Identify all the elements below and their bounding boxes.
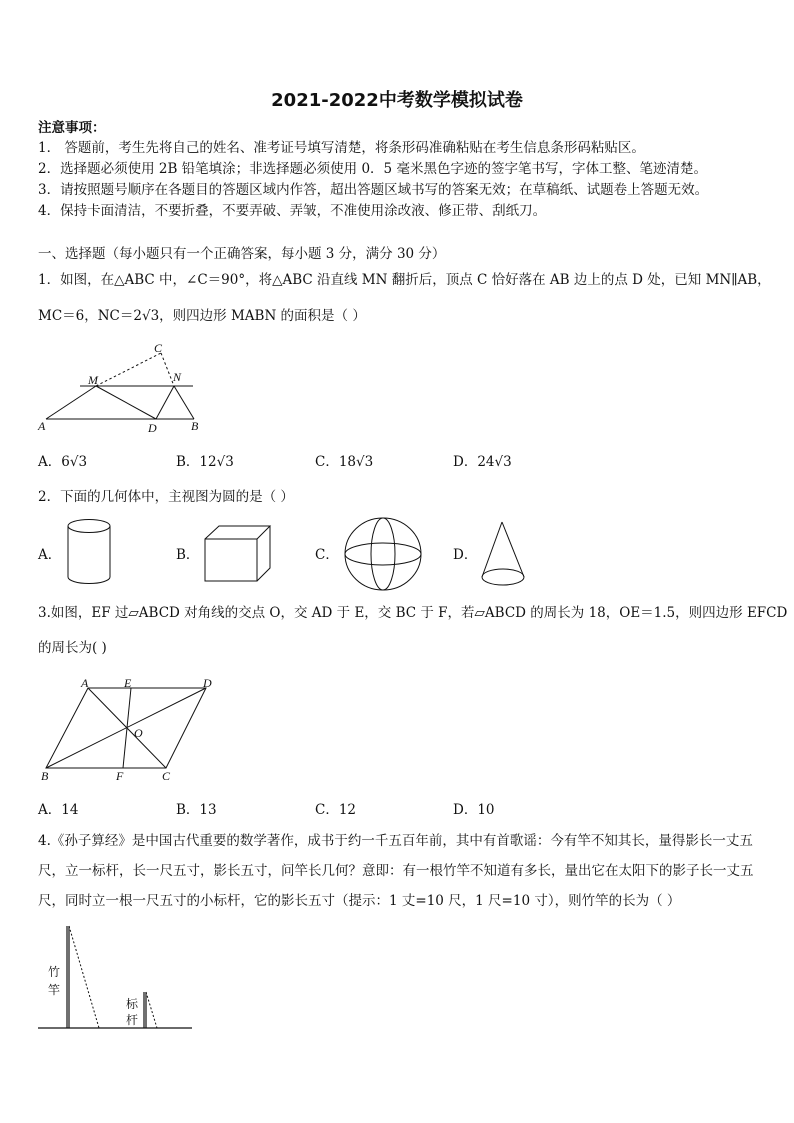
notice-heading: 注意事项：	[38, 120, 106, 136]
q1-label-m: M	[88, 373, 98, 387]
q3-label-b: B	[41, 769, 49, 783]
q2-option-b-letter: B．	[176, 547, 200, 563]
notice-item: 1． 答题前，考生先将自己的姓名、准考证号填写清楚，将条形码准确粘贴在考生信息条形码粘贴区。	[38, 140, 645, 156]
text-fragment: 6√3	[61, 454, 88, 470]
page-title: 2021-2022中考数学模拟试卷	[271, 90, 523, 111]
q4-label-pole-2: 竿	[48, 983, 61, 997]
q1-option-a	[38, 452, 87, 472]
q4-label-stick-1: 标	[126, 997, 139, 1011]
q3-label-f: F	[116, 769, 124, 783]
text-fragment: 24√3	[477, 454, 512, 470]
text-fragment: D．	[453, 802, 478, 818]
cylinder-icon	[66, 518, 112, 586]
q4-text: 4.《孙子算经》是中国古代重要的数学著作，成书于约一千五百年前，其中有首歌谣：今有竿不知其长，量得影长一丈五尺，立一标杆，长一尺五寸，影长五寸，问竿长几何？意即：有一根竹竿不知道有多长，量出它在太阳下的影子长一丈五尺，同时立一根一尺五寸的小标杆，它的影长五寸（提示：1 丈=10 尺，1 尺=10 寸），则竹竿的长为（ ）	[38, 833, 754, 909]
q1-option-d	[453, 452, 512, 472]
text-fragment: C．	[315, 454, 339, 470]
q2-option-d-letter: D．	[453, 547, 478, 563]
notice-item: 2．选择题必须使用 2B 铅笔填涂；非选择题必须使用 0．5 毫米黑色字迹的签字笔书写，字体工整、笔迹清楚。	[38, 161, 707, 177]
q1-label-n: N	[173, 370, 182, 384]
text-fragment: A．	[38, 802, 62, 818]
q1-text-line2-a: MC＝6，NC＝	[38, 308, 134, 324]
text-fragment: B．	[176, 454, 200, 470]
q3-option-a	[38, 800, 78, 820]
sphere-icon	[343, 516, 423, 592]
q1-label-d: D	[148, 421, 157, 435]
section-heading: 一、选择题（每小题只有一个正确答案，每小题 3 分，满分 30 分）	[38, 246, 446, 262]
q3-label-o: O	[134, 726, 143, 740]
notice-item: 4．保持卡面清洁，不要折叠，不要弄破、弄皱，不准使用涂改液、修正带、刮纸刀。	[38, 203, 547, 219]
text-fragment: 18√3	[338, 454, 374, 470]
q1-label-c: C	[154, 341, 163, 355]
q1-text-line1: 1．如图，在△ABC 中，∠C＝90°，将△ABC 沿直线 MN 翻折后，顶点 C 恰好落在 AB 边上的点 D 处，已知 MN∥AB，	[38, 272, 771, 288]
text-fragment: 12	[338, 802, 357, 818]
text-fragment: A．	[38, 454, 62, 470]
q1-option-c	[315, 452, 373, 472]
q2-option-c-letter: C．	[315, 547, 339, 563]
q3-option-d	[453, 800, 495, 820]
q1-nc-value: 2√3	[133, 308, 160, 324]
q1-text-line2-c: ，则四边形 MABN 的面积是（ ）	[159, 308, 366, 324]
q3-figure	[36, 676, 226, 786]
q4-label-stick-2: 杆	[126, 1013, 139, 1027]
q2-option-a-letter: A．	[38, 547, 62, 563]
text-fragment: D．	[453, 454, 478, 470]
q1-label-a: A	[38, 419, 46, 433]
q3-label-d: D	[203, 676, 212, 690]
text-fragment: 12√3	[199, 454, 234, 470]
text-fragment: 14	[61, 802, 79, 818]
cuboid-icon	[204, 525, 272, 583]
text-fragment: 13	[199, 802, 217, 818]
q3-option-c	[315, 800, 356, 820]
q3-label-e: E	[124, 676, 132, 690]
text-fragment: C．	[315, 802, 339, 818]
text-fragment: 10	[477, 802, 495, 818]
q1-option-b	[176, 452, 234, 472]
q1-label-b: B	[191, 419, 199, 433]
q3-option-b	[176, 800, 217, 820]
text-fragment: B．	[176, 802, 200, 818]
cone-icon	[480, 520, 526, 588]
q3-label-c: C	[162, 769, 171, 783]
q3-label-a: A	[81, 676, 89, 690]
notice-item: 3．请按照题号顺序在各题目的答题区域内作答，超出答题区域书写的答案无效；在草稿纸、试题卷上答题无效。	[38, 182, 709, 198]
q1-figure	[36, 340, 206, 435]
q4-label-pole-1: 竹	[48, 965, 61, 979]
q2-text: 2．下面的几何体中，主视图为圆的是（ ）	[38, 489, 294, 505]
q3-text-line1: 3.如图，EF 过▱ABCD 对角线的交点 O，交 AD 于 E，交 BC 于 F，若▱ABCD 的周长为 18，OE＝1.5，则四边形 EFCD	[38, 605, 788, 621]
q4-figure	[36, 922, 196, 1034]
q3-text-line2: 的周长为( )	[38, 640, 107, 656]
